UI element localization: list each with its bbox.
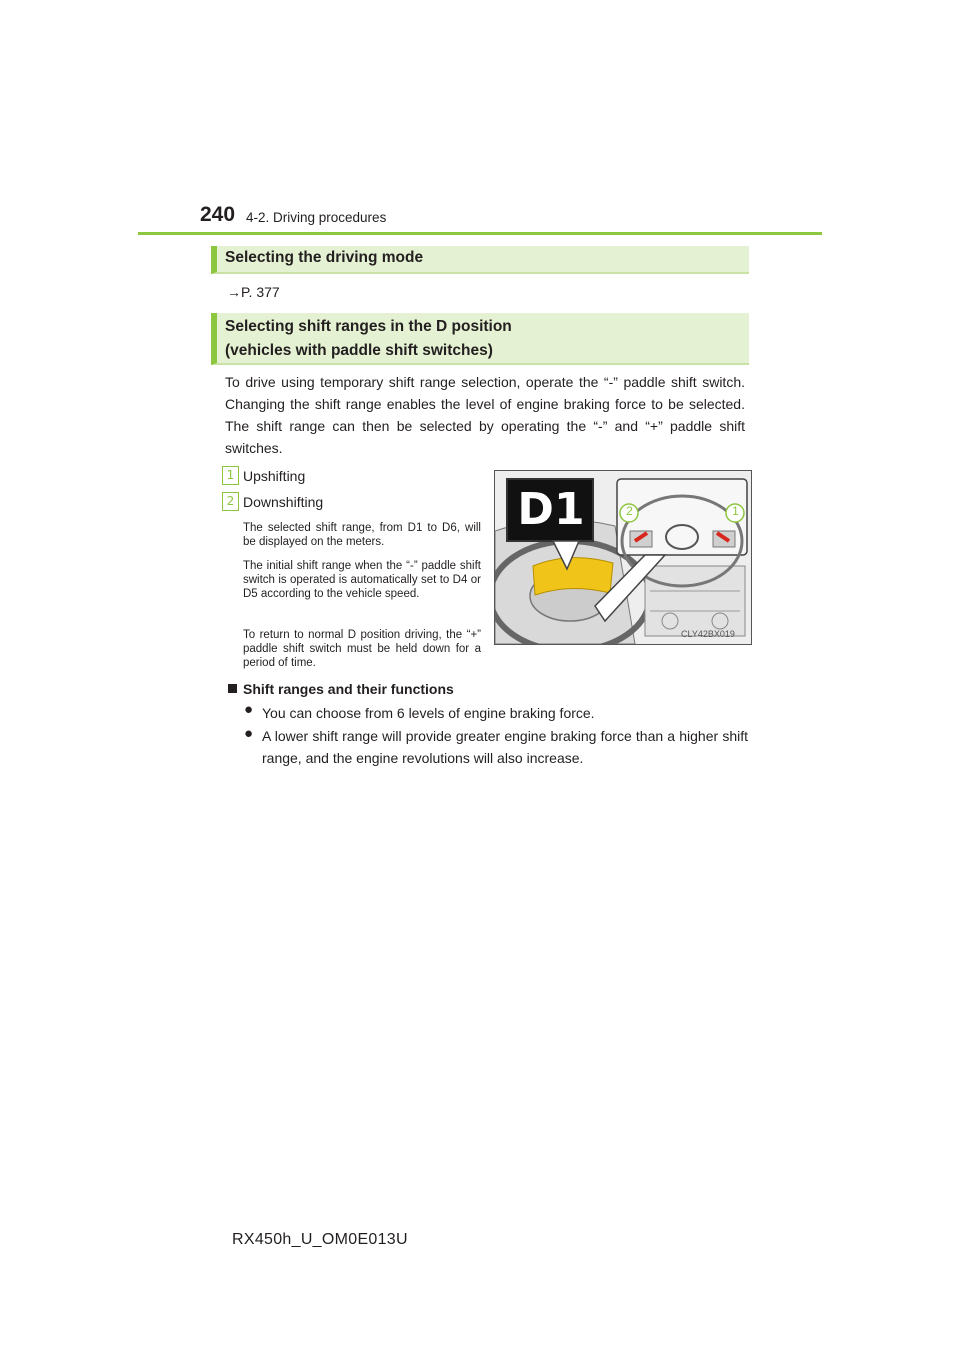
note-initial-range: The initial shift range when the “-” paddle shift switch is operated is automatically set to D4 or D5 according to the vehicle speed.	[243, 560, 481, 600]
shift-ranges-heading-line2: (vehicles with paddle shift switches)	[225, 342, 493, 359]
note-return-d: To return to normal D position driving, the “+” paddle shift switch must be held down for a period of time.	[243, 629, 481, 669]
item-2-label: Downshifting	[243, 494, 324, 510]
model-code: RX450h_U_OM0E013U	[232, 1231, 408, 1248]
shift-ranges-intro: To drive using temporary shift range selection, operate the “-” paddle shift switch. Changing the shift range enables the level of engine braking force to be selected. The shift range can then be selected by operating the “-” and “+” paddle shift switches.	[225, 374, 745, 456]
callout-1: 1	[732, 504, 739, 518]
functions-heading: Shift ranges and their functions	[243, 681, 454, 697]
driving-mode-reference[interactable]: →P. 377	[227, 284, 280, 300]
callout-2: 2	[626, 504, 633, 518]
square-bullet-icon	[228, 684, 237, 693]
round-bullet-icon: ●	[244, 701, 254, 718]
round-bullet-icon: ●	[244, 725, 254, 742]
illustration-code: CLY42BX019	[681, 629, 735, 639]
item-2-badge: 2	[222, 492, 239, 511]
shift-ranges-heading	[211, 313, 749, 365]
shift-ranges-heading-line1: Selecting shift ranges in the D position	[225, 318, 512, 335]
paddle-shift-illustration	[494, 470, 752, 645]
note-displayed-range: The selected shift range, from D1 to D6, will be displayed on the meters.	[243, 522, 481, 548]
page-number: 240	[200, 203, 236, 226]
section-title: 4-2. Driving procedures	[246, 210, 387, 225]
driving-mode-heading-text: Selecting the driving mode	[225, 249, 424, 266]
functions-bullet-1: You can choose from 6 levels of engine braking force.	[262, 705, 595, 721]
functions-bullet-2: A lower shift range will provide greater engine braking force than a higher shift range, and the engine revolutions will also increase.	[262, 728, 748, 766]
shift-range-display: D1	[517, 484, 585, 535]
item-1-badge: 1	[222, 466, 239, 485]
driving-mode-heading	[211, 246, 749, 274]
item-1-label: Upshifting	[243, 468, 306, 484]
header-rule	[138, 232, 822, 235]
